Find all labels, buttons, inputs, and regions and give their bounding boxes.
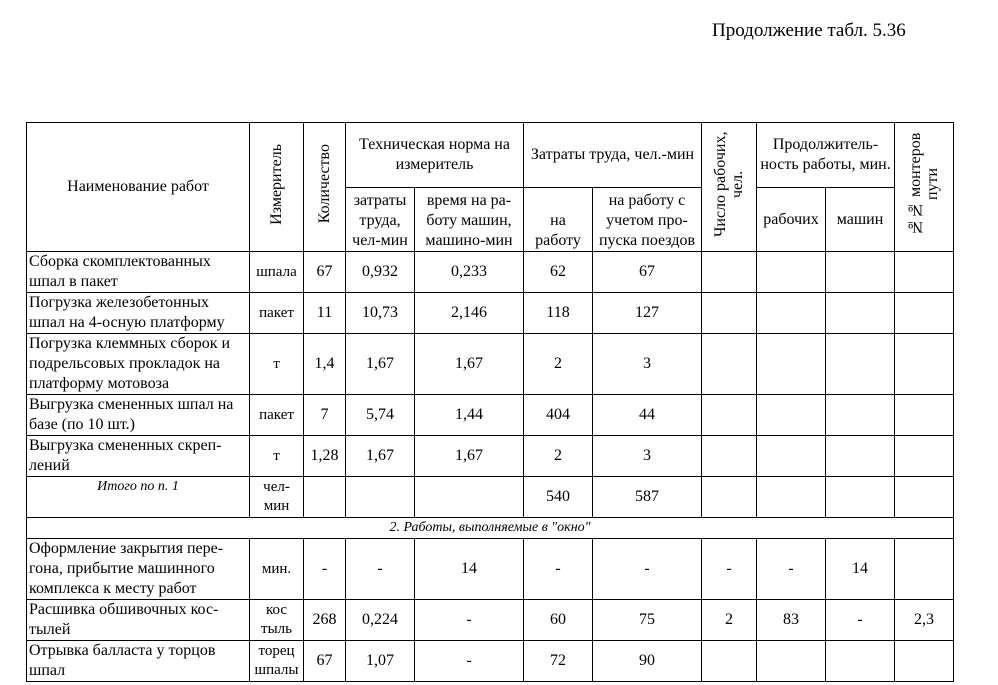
row-unit: торец шпалы <box>250 641 304 682</box>
row-norm-labor: 5,74 <box>346 395 415 436</box>
row-workers <box>702 436 757 477</box>
table-row <box>27 293 954 334</box>
row-norm-machine: 0,233 <box>415 252 524 293</box>
row-qty: 11 <box>304 293 346 334</box>
row-name: Погрузка клеммных сборок и подрельсовых прокладок на платформу мотовоза <box>27 334 250 395</box>
header-norm-labor: затраты труда, чел-мин <box>346 188 415 252</box>
row-unit: мин. <box>250 539 304 600</box>
table-caption: Продолжение табл. 5.36 <box>712 20 906 41</box>
table-row <box>27 334 954 395</box>
row-norm-labor: 1,07 <box>346 641 415 682</box>
header-dur-machines: машин <box>826 188 895 252</box>
row-dur-workers <box>757 293 826 334</box>
itogo-norm-machine <box>415 477 524 518</box>
header-labor-work: на работу <box>524 188 593 252</box>
row-dur-machines: 14 <box>826 539 895 600</box>
row-labor-passage: - <box>593 539 702 600</box>
row-norm-machine: 14 <box>415 539 524 600</box>
row-qty: 1,4 <box>304 334 346 395</box>
row-name: Отрывка балласта у торцов шпал <box>27 641 250 682</box>
row-labor-passage: 44 <box>593 395 702 436</box>
row-unit: пакет <box>250 395 304 436</box>
row-dur-machines <box>826 395 895 436</box>
row-name: Оформление закрытия пере-гона, прибытие машинного комплекса к месту работ <box>27 539 250 600</box>
row-workers <box>702 395 757 436</box>
row-dur-machines <box>826 641 895 682</box>
row-labor-passage: 75 <box>593 600 702 641</box>
row-qty: 67 <box>304 641 346 682</box>
row-labor-passage: 67 <box>593 252 702 293</box>
row-labor-passage: 3 <box>593 334 702 395</box>
section-title: 2. Работы, выполняемые в "окно" <box>27 518 954 539</box>
row-dur-workers: 83 <box>757 600 826 641</box>
header-dur-workers: рабочих <box>757 188 826 252</box>
row-fitters <box>895 539 954 600</box>
itogo-workers <box>702 477 757 518</box>
row-fitters: 2,3 <box>895 600 954 641</box>
row-norm-machine: - <box>415 600 524 641</box>
row-dur-machines: - <box>826 600 895 641</box>
itogo-dur-machines <box>826 477 895 518</box>
row-qty: 268 <box>304 600 346 641</box>
row-labor-work: 2 <box>524 436 593 477</box>
itogo-norm-labor <box>346 477 415 518</box>
itogo-labor-work: 540 <box>524 477 593 518</box>
header-labor-passage: на работу с учетом про-пуска поездов <box>593 188 702 252</box>
row-norm-labor: 1,67 <box>346 334 415 395</box>
section-row <box>27 518 954 539</box>
row-dur-machines <box>826 436 895 477</box>
row-qty: - <box>304 539 346 600</box>
table-row <box>27 252 954 293</box>
row-dur-workers <box>757 395 826 436</box>
row-unit: шпала <box>250 252 304 293</box>
row-labor-work: 2 <box>524 334 593 395</box>
row-unit: кос тыль <box>250 600 304 641</box>
row-workers <box>702 252 757 293</box>
row-labor-work: 62 <box>524 252 593 293</box>
table-row <box>27 600 954 641</box>
table-row <box>27 436 954 477</box>
row-norm-machine: 1,44 <box>415 395 524 436</box>
row-dur-machines <box>826 293 895 334</box>
row-fitters <box>895 436 954 477</box>
row-name: Погрузка железобетонных шпал на 4-осную платформу <box>27 293 250 334</box>
header-qty: Количество <box>304 123 346 252</box>
row-workers <box>702 334 757 395</box>
header-fitters: №№ монтеров пути <box>895 123 954 252</box>
header-workers: Число рабочих, чел. <box>702 123 757 252</box>
row-fitters <box>895 252 954 293</box>
row-fitters <box>895 334 954 395</box>
row-fitters <box>895 395 954 436</box>
row-unit: т <box>250 436 304 477</box>
row-dur-workers <box>757 641 826 682</box>
work-table <box>26 122 954 682</box>
row-norm-machine: - <box>415 641 524 682</box>
row-labor-passage: 127 <box>593 293 702 334</box>
row-qty: 7 <box>304 395 346 436</box>
row-labor-work: 118 <box>524 293 593 334</box>
itogo-labor-passage: 587 <box>593 477 702 518</box>
row-workers: - <box>702 539 757 600</box>
row-norm-labor: 0,932 <box>346 252 415 293</box>
header-norm-group: Техническая норма на измеритель <box>346 123 524 188</box>
row-dur-workers: - <box>757 539 826 600</box>
table-row <box>27 641 954 682</box>
itogo-dur-workers <box>757 477 826 518</box>
row-norm-machine: 2,146 <box>415 293 524 334</box>
itogo-unit: чел-мин <box>250 477 304 518</box>
row-labor-work: 404 <box>524 395 593 436</box>
row-name: Выгрузка смененных скреп-лений <box>27 436 250 477</box>
row-workers <box>702 641 757 682</box>
row-norm-labor: 10,73 <box>346 293 415 334</box>
header-duration-group: Продолжитель-ность работы, мин. <box>757 123 895 188</box>
row-qty: 1,28 <box>304 436 346 477</box>
header-name: Наименование работ <box>27 123 250 252</box>
row-workers <box>702 293 757 334</box>
row-unit: т <box>250 334 304 395</box>
row-workers: 2 <box>702 600 757 641</box>
header-unit: Измеритель <box>250 123 304 252</box>
row-dur-machines <box>826 334 895 395</box>
header-labor-group: Затраты труда, чел.-мин <box>524 123 702 188</box>
row-unit: пакет <box>250 293 304 334</box>
row-name: Расшивка обшивочных кос-тылей <box>27 600 250 641</box>
table-row <box>27 539 954 600</box>
header-row-1 <box>27 123 954 188</box>
row-dur-workers <box>757 252 826 293</box>
row-norm-labor: - <box>346 539 415 600</box>
row-labor-work: 60 <box>524 600 593 641</box>
row-labor-passage: 90 <box>593 641 702 682</box>
row-labor-work: - <box>524 539 593 600</box>
itogo-fitters <box>895 477 954 518</box>
row-labor-work: 72 <box>524 641 593 682</box>
row-dur-workers <box>757 334 826 395</box>
row-norm-machine: 1,67 <box>415 436 524 477</box>
itogo-row <box>27 477 954 518</box>
row-name: Сборка скомплектованных шпал в пакет <box>27 252 250 293</box>
table-row <box>27 395 954 436</box>
row-dur-workers <box>757 436 826 477</box>
header-norm-machine: время на ра-боту машин, машино-мин <box>415 188 524 252</box>
row-qty: 67 <box>304 252 346 293</box>
row-fitters <box>895 641 954 682</box>
row-dur-machines <box>826 252 895 293</box>
row-fitters <box>895 293 954 334</box>
row-name: Выгрузка смененных шпал на базе (по 10 шт.) <box>27 395 250 436</box>
row-norm-labor: 1,67 <box>346 436 415 477</box>
row-labor-passage: 3 <box>593 436 702 477</box>
row-norm-labor: 0,224 <box>346 600 415 641</box>
row-norm-machine: 1,67 <box>415 334 524 395</box>
itogo-qty <box>304 477 346 518</box>
itogo-label: Итого по п. 1 <box>27 477 250 518</box>
